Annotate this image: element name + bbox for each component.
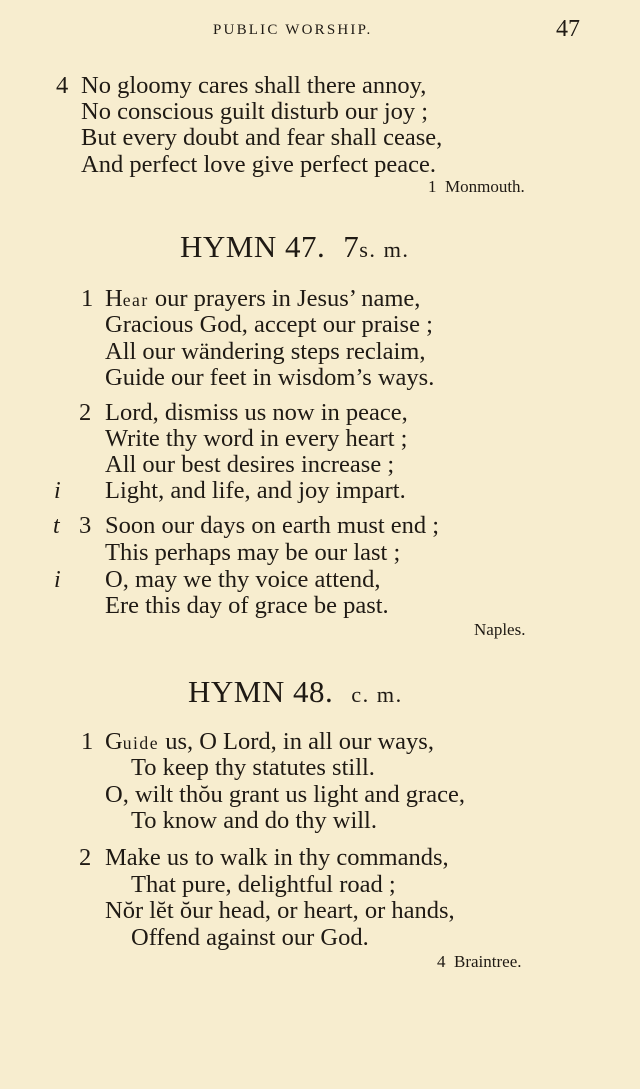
verse-number: 2 — [79, 844, 92, 871]
verse-number: 2 — [79, 399, 92, 426]
verse-line: Lord, dismiss us now in peace, — [105, 399, 408, 426]
initial-capital: H — [105, 285, 123, 312]
line-rest: our prayers in Jesus’ name, — [148, 285, 421, 312]
small-caps-word: uide — [122, 733, 160, 753]
verse-line: Make us to walk in thy commands, — [105, 844, 449, 871]
verse-line: That pure, delightful road ; — [131, 871, 396, 898]
verse-line: No conscious guilt disturb our joy ; — [81, 98, 429, 125]
verse-line — [105, 286, 420, 313]
verse-line — [105, 729, 434, 756]
meter-label: c. m. — [351, 682, 403, 707]
verse-line: All our wändering steps reclaim, — [105, 338, 426, 365]
tune-name — [428, 177, 525, 197]
page-number: 47 — [556, 16, 580, 42]
tune-name: Naples. — [474, 620, 526, 639]
hymn-title: HYMN 47. — [180, 229, 326, 264]
verse-line: Guide our feet in wisdom’s ways. — [105, 364, 435, 391]
small-caps-word: ear — [122, 290, 149, 310]
tune-number: 4 — [437, 952, 446, 971]
verse-line: Gracious God, accept our praise ; — [105, 311, 433, 338]
verse-line: O, may we thy voice attend, — [105, 566, 381, 593]
verse-line: Ere this day of grace be past. — [105, 592, 389, 619]
verse-line: Light, and life, and joy impart. — [105, 477, 406, 504]
verse-line: And perfect love give perfect peace. — [81, 151, 437, 178]
hymn-47-heading — [180, 229, 410, 265]
performance-mark: i — [54, 567, 61, 593]
meter-label: s. m. — [359, 237, 410, 262]
tune-title: Braintree. — [454, 952, 522, 971]
tune-title: Monmouth. — [445, 177, 525, 196]
verse-line: To know and do thy will. — [131, 807, 377, 834]
initial-capital: G — [105, 728, 123, 755]
hymn-48-heading — [188, 674, 403, 710]
verse-line: Soon our days on earth must end ; — [105, 512, 440, 539]
performance-mark: t — [53, 513, 60, 539]
verse-number: 1 — [81, 285, 94, 312]
verse-line: O, wilt thŏu grant us light and grace, — [105, 781, 465, 808]
verse-line: Offend against our God. — [131, 924, 369, 951]
verse-number: 3 — [79, 512, 92, 539]
verse-line: All our best desires increase ; — [105, 451, 395, 478]
verse-line: Write thy word in every heart ; — [105, 425, 408, 452]
performance-mark: i — [54, 478, 61, 504]
line-rest: us, O Lord, in all our ways, — [159, 728, 434, 755]
meter-number: 7 — [343, 229, 360, 264]
verse-number: 1 — [81, 728, 94, 755]
hymn-title: HYMN 48. — [188, 674, 334, 709]
tune-number: 1 — [428, 177, 437, 196]
verse-line: This perhaps may be our last ; — [105, 539, 401, 566]
running-head: PUBLIC WORSHIP. — [213, 22, 373, 38]
verse-line: To keep thy statutes still. — [131, 754, 375, 781]
verse-line: But every doubt and fear shall cease, — [81, 124, 443, 151]
verse-line: Nŏr lĕt ŏur head, or heart, or hands, — [105, 897, 455, 924]
verse-number: 4 — [56, 72, 69, 99]
verse-line: No gloomy cares shall there annoy, — [81, 72, 427, 99]
tune-name — [437, 952, 522, 972]
